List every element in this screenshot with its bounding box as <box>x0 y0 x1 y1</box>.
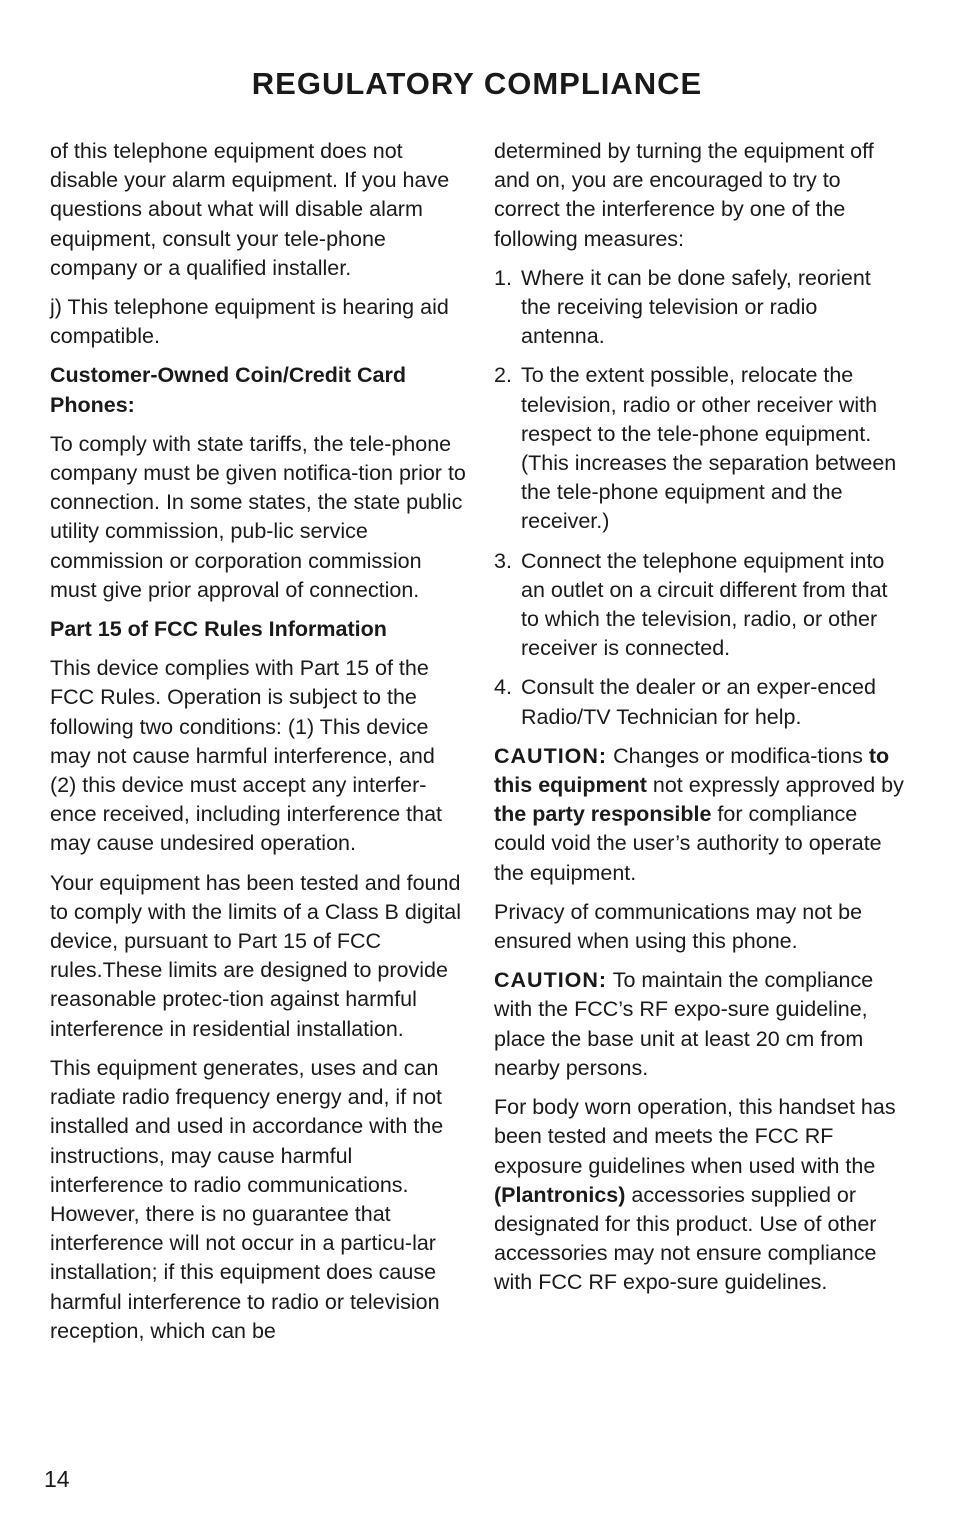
list-number: 4. <box>494 675 512 700</box>
right-column <box>494 137 904 1308</box>
heading-coin-credit-phones: Customer-Owned Coin/Credit Card Phones: <box>50 363 406 417</box>
emphasis-text: to this equipment <box>494 743 890 798</box>
paragraph-alarm: of this telephone equipment does not disable your alarm equipment. If you have questions about what will disable alarm equipment, consult your tele-phone company or a qualified installer. <box>50 139 450 280</box>
paragraph-measures-intro: determined by turning the equipment off and on, you are encouraged to try to correct the interference by one of the following measures: <box>494 139 874 251</box>
paragraph-caution-modifications <box>494 742 904 888</box>
list-item <box>494 264 904 352</box>
list-text: To the extent possible, relocate the television, radio or other receiver with respect to the tele-phone equipment. (This increases the separation between the tele-phone equipment and the receiver.) <box>521 363 897 534</box>
body-worn-text: For body worn operation, this handset has been tested and meets the FCC RF exposure guidelines when used with the <box>494 1095 896 1178</box>
paragraph-hearing-aid: j) This telephone equipment is hearing aid compatible. <box>50 295 449 349</box>
body-worn-text: accessories supplied or designated for this product. Use of other accessories may not ensure compliance with FCC RF expo-sure guidelines. <box>494 1182 877 1295</box>
paragraph-privacy: Privacy of communications may not be ensured when using this phone. <box>494 899 863 954</box>
paragraph-state-tariffs: To comply with state tariffs, the tele-phone company must be given notifica-tion prior to connection. In some states, the state public utility commission, pub-lic service commission or corporation commission must give prior approval of connection. <box>50 431 466 602</box>
list-text: Consult the dealer or an exper-enced Radio/TV Technician for help. <box>521 675 876 729</box>
caution-text: for compliance could void the user’s authority to operate the equipment. <box>494 802 882 885</box>
list-item <box>494 673 904 731</box>
emphasis-text: (Plantronics) <box>494 1182 626 1207</box>
caution-text: Changes or modifica-tions <box>607 743 869 768</box>
caution-text: not expressly approved by <box>646 773 904 798</box>
page-number: 14 <box>44 1466 70 1492</box>
heading-part15: Part 15 of FCC Rules Information <box>50 617 387 642</box>
paragraph-rf-energy: This equipment generates, uses and can radiate radio frequency energy and, if not installed and used in accordance with the instructions, may cause harmful interference to radio communications. However, there is no guarantee that interference will not occur in a particu-lar installation; if this equipment does cause harmful interference to radio or television reception, which can be <box>50 1055 444 1343</box>
list-text: Connect the telephone equipment into an outlet on a circuit different from that to which the television, radio, or other receiver is connected. <box>521 548 888 661</box>
paragraph-part15-conditions: This device complies with Part 15 of the FCC Rules. Operation is subject to the following two conditions: (1) This device may not cause harmful interference, and (2) this device must accept any interfer-ence received, including interference that may cause undesired operation. <box>50 656 443 856</box>
emphasis-text: the party responsible <box>494 802 712 827</box>
list-number: 3. <box>494 548 512 573</box>
caution-label: CAUTION: <box>494 968 608 993</box>
paragraph-body-worn <box>494 1093 904 1297</box>
page-title: REGULATORY COMPLIANCE <box>251 66 703 101</box>
caution-label: CAUTION: <box>494 743 608 768</box>
paragraph-caution-rf <box>494 966 904 1083</box>
caution-text: To maintain the compliance with the FCC’s RF expo-sure guideline, place the base unit at least 20 cm from nearby persons. <box>494 968 874 1080</box>
list-number: 2. <box>494 363 512 388</box>
list-text: Where it can be done safely, reorient the receiving television or radio antenna. <box>521 265 871 349</box>
measures-list <box>494 264 904 732</box>
list-item <box>494 361 904 536</box>
left-column <box>50 137 466 1356</box>
list-item <box>494 547 904 664</box>
list-number: 1. <box>494 265 512 290</box>
paragraph-class-b: Your equipment has been tested and found to comply with the limits of a Class B digital device, pursuant to Part 15 of FCC rules.These limits are designed to provide reasonable protec-tion against harmful interference in residential installation. <box>50 870 462 1041</box>
